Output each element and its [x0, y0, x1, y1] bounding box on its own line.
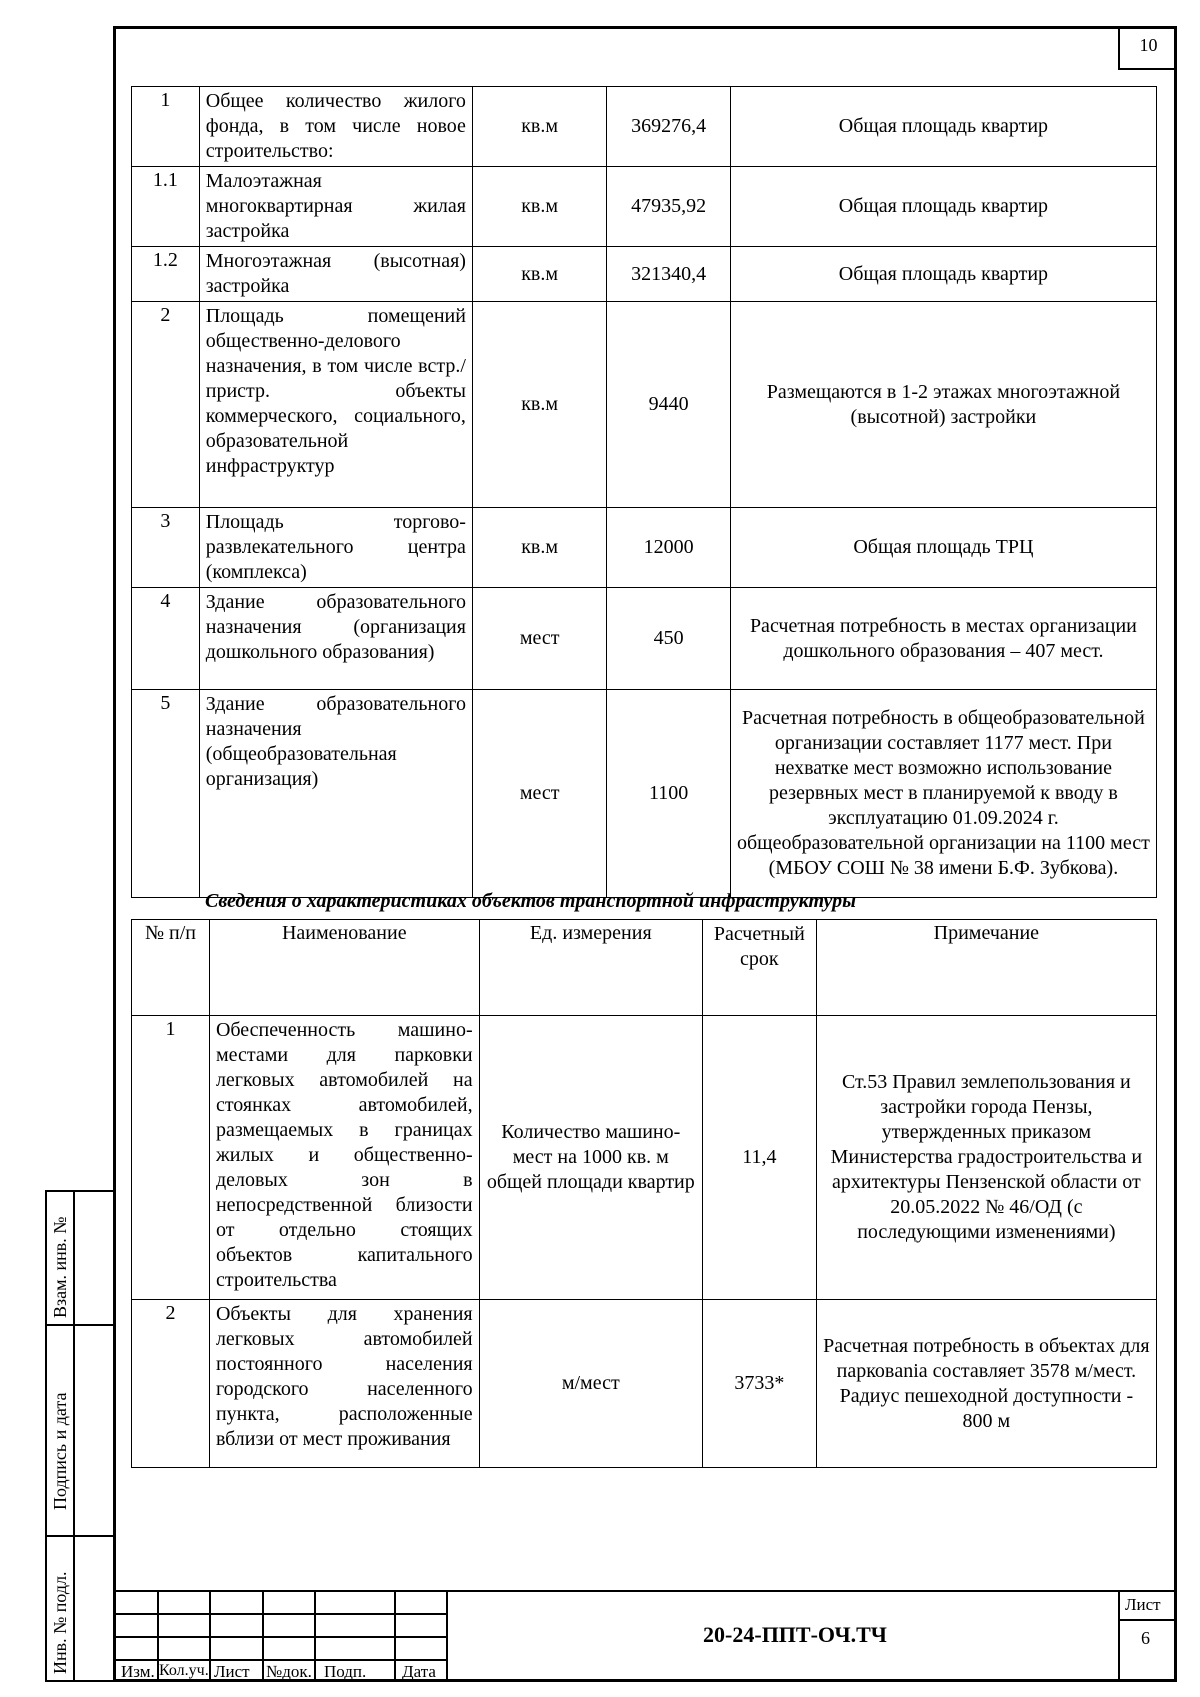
table-transport-body — [132, 1016, 1157, 1468]
row-note: Расчетная потребность в местах организации дошкольного образования – 407 мест. — [730, 588, 1156, 690]
row-name: Многоэтажная (высотная) застройка — [199, 247, 472, 302]
side-stamp — [45, 1190, 116, 1682]
row-value: 12000 — [607, 508, 730, 588]
header-num: № п/п — [132, 920, 210, 1016]
row-number: 1 — [132, 1016, 210, 1300]
row-name: Здание образовательного назначения (общеобразовательная организация) — [199, 690, 472, 898]
row-name: Малоэтажная многоквартирная жилая застройка — [199, 167, 472, 247]
table-row — [132, 87, 1157, 167]
row-note: Размещаются в 1-2 этажах многоэтажной (высотной) застройки — [730, 302, 1156, 508]
row-value: 450 — [607, 588, 730, 690]
row-name: Здание образовательного назначения (организация дошкольного образования) — [199, 588, 472, 690]
row-value: 11,4 — [702, 1016, 816, 1300]
row-note: Общая площадь квартир — [730, 247, 1156, 302]
row-unit: кв.м — [472, 87, 606, 167]
header-term-text: Расчетный срок — [713, 923, 805, 970]
row-number: 1.2 — [132, 247, 200, 302]
table-transport-header — [132, 920, 1157, 1016]
row-number: 1.1 — [132, 167, 200, 247]
row-name: Площадь торгово-развлекательного центра (комплекса) — [199, 508, 472, 588]
row-value: 47935,92 — [607, 167, 730, 247]
row-name: Объекты для хранения легковых автомобилей постоянного населения городского населенного пункта, расположенные вблизи от мест проживания — [209, 1300, 479, 1468]
row-name: Площадь помещений общественно-делового назначения, в том числе встр./пристр. объекты коммерческого, социального, образовательной инфраструктур — [199, 302, 472, 508]
row-note: Ст.53 Правил землепользования и застройки города Пензы, утвержденных приказом Министерства градостроительства и архитектуры Пензенской области от 20.05.2022 № 46/ОД (с последующими изменениями) — [816, 1016, 1156, 1300]
tb-koluch: Кол.уч. — [159, 1662, 209, 1679]
table-row — [132, 302, 1157, 508]
table-row — [132, 1016, 1157, 1300]
row-note: Общая площадь ТРЦ — [730, 508, 1156, 588]
row-number: 5 — [132, 690, 200, 898]
side-label-inv: Инв. № подл. — [50, 1571, 70, 1674]
tb-ndok: №док. — [266, 1662, 312, 1681]
side-label-vzam: Взам. инв. № — [50, 1216, 70, 1318]
row-number: 4 — [132, 588, 200, 690]
table-row — [132, 1300, 1157, 1468]
table-main-indicators — [131, 86, 1157, 898]
row-note: Общая площадь квартир — [730, 87, 1156, 167]
row-value: 321340,4 — [607, 247, 730, 302]
row-note: Расчетная потребность в объектах для парковania составляет 3578 м/мест. Радиус пешеходной доступности - 800 м — [816, 1300, 1156, 1468]
table-main-indicators-body — [132, 87, 1157, 898]
row-number: 2 — [132, 1300, 210, 1468]
header-note: Примечание — [816, 920, 1156, 1016]
row-unit: кв.м — [472, 508, 606, 588]
row-unit: кв.м — [472, 302, 606, 508]
tb-sheet-label: Лист — [1125, 1595, 1161, 1614]
row-name: Общее количество жилого фонда, в том числе новое строительство: — [199, 87, 472, 167]
page-number-top: 10 — [1118, 26, 1177, 70]
row-note: Расчетная потребность в общеобразовательной организации составляет 1177 мест. При нехватке мест возможно использование резервных мест в планируемой к вводу в эксплуатацию 01.09.2024 г. общеобразовательной организации на 1100 мест (МБОУ СОШ № 38 имени Б.Ф. Зубкова). — [730, 690, 1156, 898]
header-name: Наименование — [209, 920, 479, 1016]
table-row — [132, 588, 1157, 690]
row-number: 1 — [132, 87, 200, 167]
tb-podp: Подп. — [324, 1662, 367, 1681]
table-row — [132, 508, 1157, 588]
row-number: 3 — [132, 508, 200, 588]
table-row — [132, 690, 1157, 898]
row-unit: мест — [472, 690, 606, 898]
tb-sheet-number: 6 — [1141, 1628, 1150, 1648]
row-value: 369276,4 — [607, 87, 730, 167]
row-value: 1100 — [607, 690, 730, 898]
tb-izm: Изм. — [121, 1662, 155, 1681]
row-value: 9440 — [607, 302, 730, 508]
row-note: Общая площадь квартир — [730, 167, 1156, 247]
row-unit: Количество машино-мест на 1000 кв. м общей площади квартир — [479, 1016, 702, 1300]
header-term — [702, 920, 816, 1016]
table-row — [132, 247, 1157, 302]
document-code: 20-24-ППТ-ОЧ.ТЧ — [703, 1622, 887, 1647]
row-value: 3733* — [702, 1300, 816, 1468]
header-unit: Ед. измерения — [479, 920, 702, 1016]
row-unit: мест — [472, 588, 606, 690]
side-label-podpis: Подпись и дата — [50, 1392, 70, 1510]
row-unit: м/мест — [479, 1300, 702, 1468]
transport-table-title: Сведения о характеристиках объектов транспортной инфраструктуры — [205, 890, 857, 912]
tb-data: Дата — [402, 1662, 436, 1681]
table-row — [132, 167, 1157, 247]
row-number: 2 — [132, 302, 200, 508]
row-unit: кв.м — [472, 247, 606, 302]
row-unit: кв.м — [472, 167, 606, 247]
tb-list: Лист — [214, 1662, 250, 1681]
row-name: Обеспеченность машино-местами для парковки легковых автомобилей на стоянках автомобилей, размещаемых в границах жилых и общественно-деловых зон в непосредственной близости от отдельно стоящих объектов капитального строительства — [209, 1016, 479, 1300]
table-transport — [131, 919, 1157, 1468]
